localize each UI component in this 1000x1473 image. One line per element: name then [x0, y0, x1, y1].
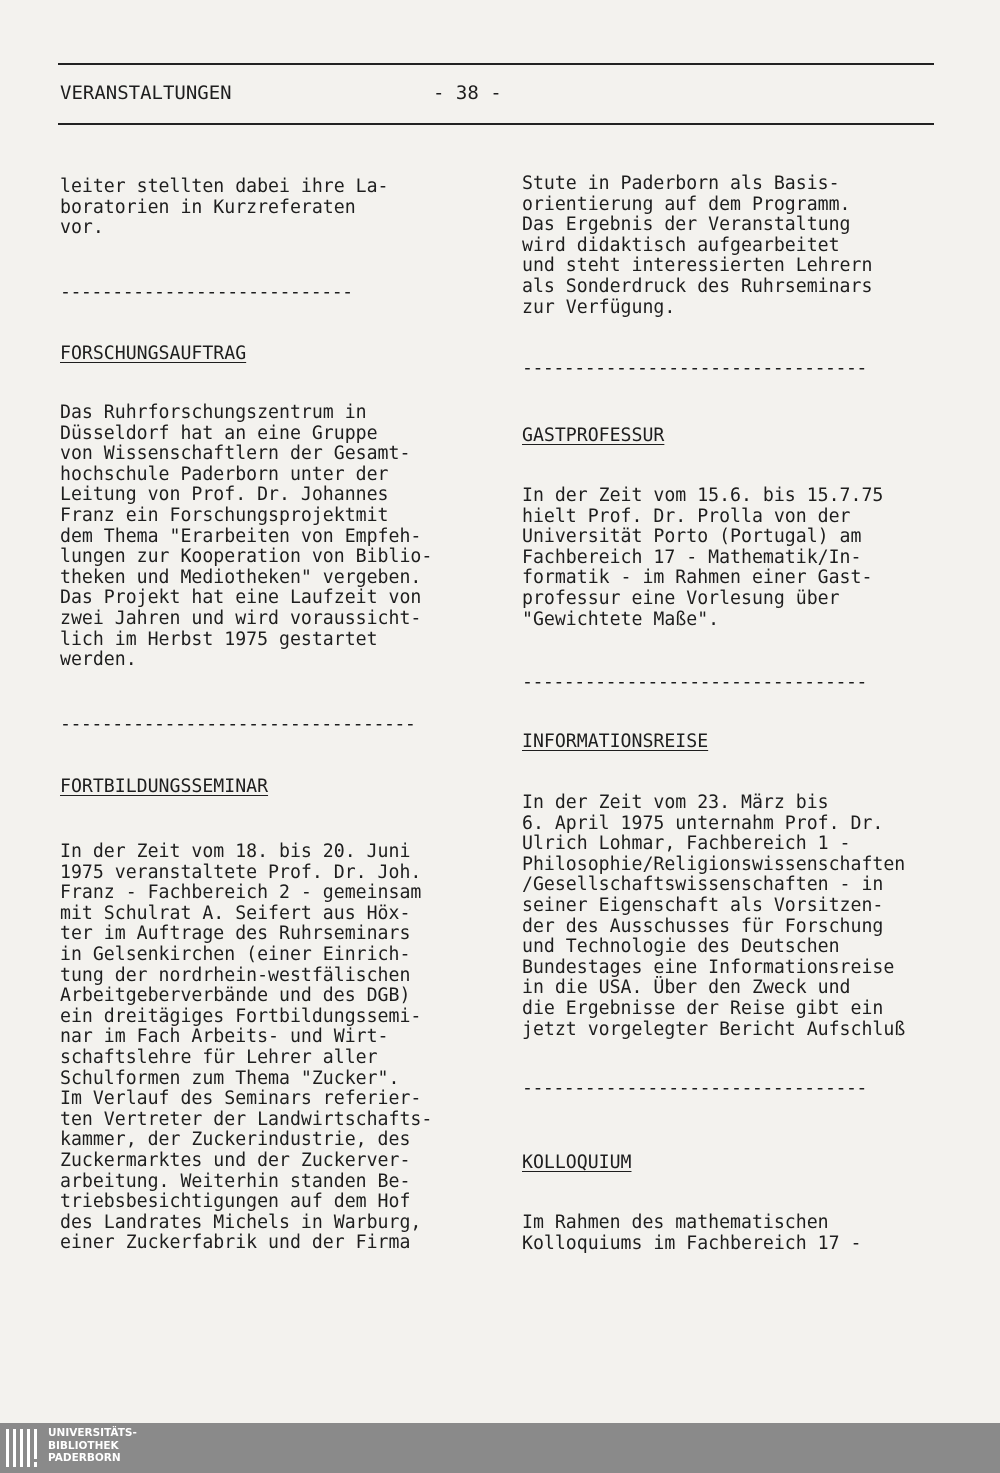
library-name — [48, 1427, 137, 1465]
header-top-rule — [58, 63, 934, 65]
right-separator-1: --------------------------------- — [522, 358, 867, 379]
library-footer — [0, 1423, 1000, 1473]
kolloquium-body: Im Rahmen des mathematischen Kolloquiums im Fachbereich 17 - — [522, 1212, 862, 1254]
left-intro-text: leiter stellten dabei ihre La- boratorien in Kurzreferaten vor. — [60, 176, 389, 239]
forschungsauftrag-body: Das Ruhrforschungszentrum in Düsseldorf hat an eine Gruppe von Wissenschaftlern der Gesamt- hochschule Paderborn unter der Leitung von Prof. Dr. Johannes Franz ein Forschungsprojektmit dem Thema "Erarbeiten von Empfeh- lungen zur Kooperation von Biblio- theken und Mediotheken" vergeben. Das Projekt hat eine Laufzeit von zwei Jahren und wird voraussicht- lich im Herbst 1975 gestartet werden. — [60, 402, 433, 671]
heading-informationsreise: INFORMATIONSREISE — [522, 731, 709, 752]
page-header — [60, 82, 934, 108]
right-separator-2: --------------------------------- — [522, 672, 867, 693]
left-separator-1: ---------------------------- — [60, 282, 353, 303]
library-line-1: UNIVERSITÄTS- — [48, 1427, 137, 1439]
gastprofessur-body: In der Zeit vom 15.6. bis 15.7.75 hielt Prof. Dr. Prolla von der Universität Porto (Portugal) am Fachbereich 17 - Mathematik/In- formatik - im Rahmen einer Gast- professur eine Vorlesung über "Gewichtete Maße". — [522, 485, 884, 630]
left-separator-2: ---------------------------------- — [60, 714, 416, 735]
header-bottom-rule — [58, 123, 934, 125]
right-separator-3: --------------------------------- — [522, 1078, 867, 1099]
page-number: - 38 - — [433, 82, 502, 104]
fortbildungsseminar-body: In der Zeit vom 18. bis 20. Juni 1975 veranstaltete Prof. Dr. Joh. Franz - Fachbereich 2 - gemeinsam mit Schulrat A. Seifert aus Höx- ter im Auftrage des Ruhrseminars in Gelsenkirchen (einer Einrich- tung der nordrhein-westfälischen Arbeitgeberverbände und des DGB) ein dreitägiges Fortbildungssemi- nar im Fach Arbeits- und Wirt- schaftslehre für Lehrer aller Schulformen zum Thema "Zucker". Im Verlauf des Seminars referier- ten Vertreter der Landwirtschafts- kammer, der Zuckerindustrie, des Zuckermarktes und der Zuckerver- arbeitung. Weiterhin standen Be- triebsbesichtigungen auf dem Hof des Landrates Michels in Warburg, einer Zuckerfabrik und der Firma — [60, 841, 433, 1254]
library-logo-icon — [6, 1429, 42, 1467]
heading-gastprofessur: GASTPROFESSUR — [522, 425, 665, 446]
informationsreise-body: In der Zeit vom 23. März bis 6. April 1975 unternahm Prof. Dr. Ulrich Lohmar, Fachbereich 1 - Philosophie/Religionswissenschaften /Gesellschaftswissenschaften - in seiner Eigenschaft als Vorsitzen- der des Ausschusses für Forschung und Technologie des Deutschen Bundestages eine Informationsreise in die USA. Über den Zweck und die Ergebnisse der Reise gibt ein jetzt vorgelegter Bericht Aufschluß — [522, 792, 906, 1040]
heading-forschungsauftrag: FORSCHUNGSAUFTRAG — [60, 343, 247, 364]
library-line-3: PADERBORN — [48, 1452, 121, 1464]
heading-fortbildungsseminar: FORTBILDUNGSSEMINAR — [60, 776, 269, 797]
library-line-2: BIBLIOTHEK — [48, 1439, 119, 1452]
header-title: VERANSTALTUNGEN — [60, 82, 232, 104]
right-intro-text: Stute in Paderborn als Basis- orientierung auf dem Programm. Das Ergebnis der Veranstaltung wird didaktisch aufgearbeitet und steht interessierten Lehrern als Sonderdruck des Ruhrseminars zur Verfügung. — [522, 173, 873, 318]
heading-kolloquium: KOLLOQUIUM — [522, 1152, 632, 1173]
